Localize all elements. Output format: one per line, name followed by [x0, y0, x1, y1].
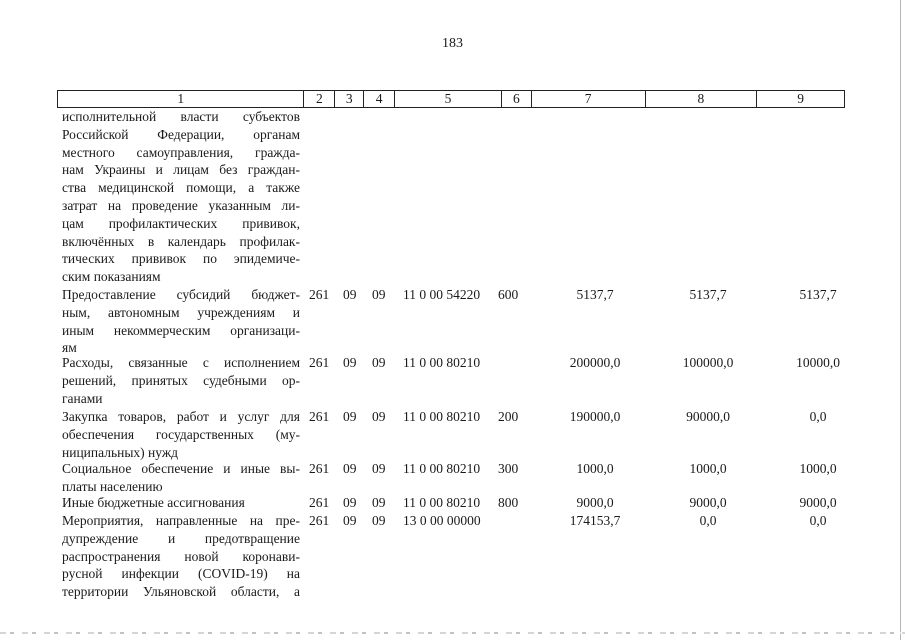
header-cell-4: 4 [364, 91, 395, 107]
cell-section: 09 [343, 461, 357, 476]
description-line: ям [62, 340, 77, 356]
cell-amount-col8: 9000,0 [689, 495, 727, 510]
cell-code: 261 [309, 287, 330, 302]
cell-expense-type: 200 [498, 409, 519, 424]
cell-subsection: 09 [372, 355, 386, 370]
cell-amount-col8: 1000,0 [689, 461, 727, 476]
header-cell-3: 3 [335, 91, 364, 107]
header-cell-1: 1 [58, 91, 304, 107]
cell-amount-col8: 90000,0 [686, 409, 730, 424]
cell-amount-col7: 9000,0 [576, 495, 614, 510]
cell-amount-col9: 0,0 [809, 513, 827, 528]
cell-section: 09 [343, 287, 357, 302]
cell-section: 09 [343, 355, 357, 370]
header-cell-5: 5 [395, 91, 502, 107]
row-description [62, 494, 300, 512]
cell-subsection: 09 [372, 495, 386, 510]
cell-subsection: 09 [372, 461, 386, 476]
description-line: нам Украины и лицам без граждан- [62, 162, 300, 178]
cell-expense-type: 300 [498, 461, 519, 476]
cell-section: 09 [343, 409, 357, 424]
cell-amount-col7: 190000,0 [569, 409, 621, 424]
header-cell-7: 7 [532, 91, 646, 107]
description-line: территории Ульяновской области, а [62, 584, 300, 600]
cell-target-article: 13 0 00 00000 [403, 513, 481, 528]
cell-amount-col7: 1000,0 [576, 461, 614, 476]
row-description [62, 354, 300, 407]
cell-amount-col8: 5137,7 [689, 287, 727, 302]
cell-amount-col7: 5137,7 [576, 287, 614, 302]
description-line: затрат на проведение указанным ли- [62, 197, 300, 213]
cell-amount-col9: 0,0 [809, 409, 827, 424]
cell-amount-col7: 174153,7 [569, 513, 621, 528]
description-line: Предоставление субсидий бюджет- [62, 287, 300, 302]
scan-edge-bottom [0, 632, 905, 634]
description-line: Расходы, связанные с исполнением [62, 355, 300, 370]
cell-target-article: 11 0 00 80210 [403, 461, 481, 476]
description-line: местного самоуправления, гражда- [62, 144, 300, 160]
table-header-row [57, 90, 845, 108]
header-cell-6: 6 [502, 91, 532, 107]
description-line: обеспечения государственных (му- [62, 426, 300, 442]
description-line: дупреждение и предотвращение [62, 530, 300, 546]
header-cell-9: 9 [797, 91, 804, 106]
cell-expense-type: 600 [498, 287, 519, 302]
description-line: ским показаниям [62, 269, 161, 285]
description-line: ганами [62, 390, 103, 406]
description-line: распространения новой коронави- [62, 548, 300, 564]
description-line: решений, принятых судебными ор- [62, 372, 300, 388]
cell-amount-col9: 5137,7 [799, 287, 837, 302]
row-description [62, 408, 300, 461]
description-line: Закупка товаров, работ и услуг для [62, 409, 300, 424]
row-description [62, 460, 300, 496]
cell-target-article: 11 0 00 80210 [403, 355, 481, 370]
description-line: ниципальных) нужд [62, 444, 179, 460]
row-description [62, 286, 300, 357]
cell-code: 261 [309, 409, 330, 424]
scan-edge-right [900, 0, 901, 640]
cell-subsection: 09 [372, 287, 386, 302]
cell-amount-col8: 0,0 [699, 513, 717, 528]
description-line: Мероприятия, направленные на пре- [62, 513, 300, 528]
cell-target-article: 11 0 00 80210 [403, 409, 481, 424]
cell-code: 261 [309, 513, 330, 528]
description-line: иным некоммерческим организаци- [62, 322, 300, 338]
cell-amount-col7: 200000,0 [569, 355, 621, 370]
description-line: Российской Федерации, органам [62, 126, 300, 142]
cell-code: 261 [309, 461, 330, 476]
cell-amount-col9: 10000,0 [796, 355, 840, 370]
cell-target-article: 11 0 00 80210 [403, 495, 481, 510]
cell-amount-col8: 100000,0 [682, 355, 734, 370]
description-line: ным, автономным учреждениям и [62, 304, 300, 320]
cell-code: 261 [309, 495, 330, 510]
description-line: цам профилактических прививок, [62, 215, 300, 231]
description-line: ства медицинской помощи, а также [62, 180, 300, 196]
page-number: 183 [442, 36, 463, 51]
cell-subsection: 09 [372, 409, 386, 424]
description-line: платы населению [62, 478, 163, 494]
header-cell-8: 8 [646, 91, 758, 107]
description-line: Иные бюджетные ассигнования [62, 495, 245, 510]
row-description [62, 108, 300, 286]
cell-amount-col9: 9000,0 [799, 495, 837, 510]
cell-section: 09 [343, 513, 357, 528]
description-line: Социальное обеспечение и иные вы- [62, 461, 300, 476]
description-line: включённых в календарь профилак- [62, 233, 300, 249]
cell-code: 261 [309, 355, 330, 370]
description-line: русной инфекции (COVID-19) на [62, 566, 300, 582]
cell-section: 09 [343, 495, 357, 510]
cell-expense-type: 800 [498, 495, 519, 510]
description-line: исполнительной власти субъектов [62, 109, 300, 124]
cell-subsection: 09 [372, 513, 386, 528]
row-description [62, 512, 300, 601]
description-line: тических прививок по эпидемиче- [62, 251, 300, 267]
cell-amount-col9: 1000,0 [799, 461, 837, 476]
cell-target-article: 11 0 00 54220 [403, 287, 481, 302]
header-cell-2: 2 [304, 91, 335, 107]
